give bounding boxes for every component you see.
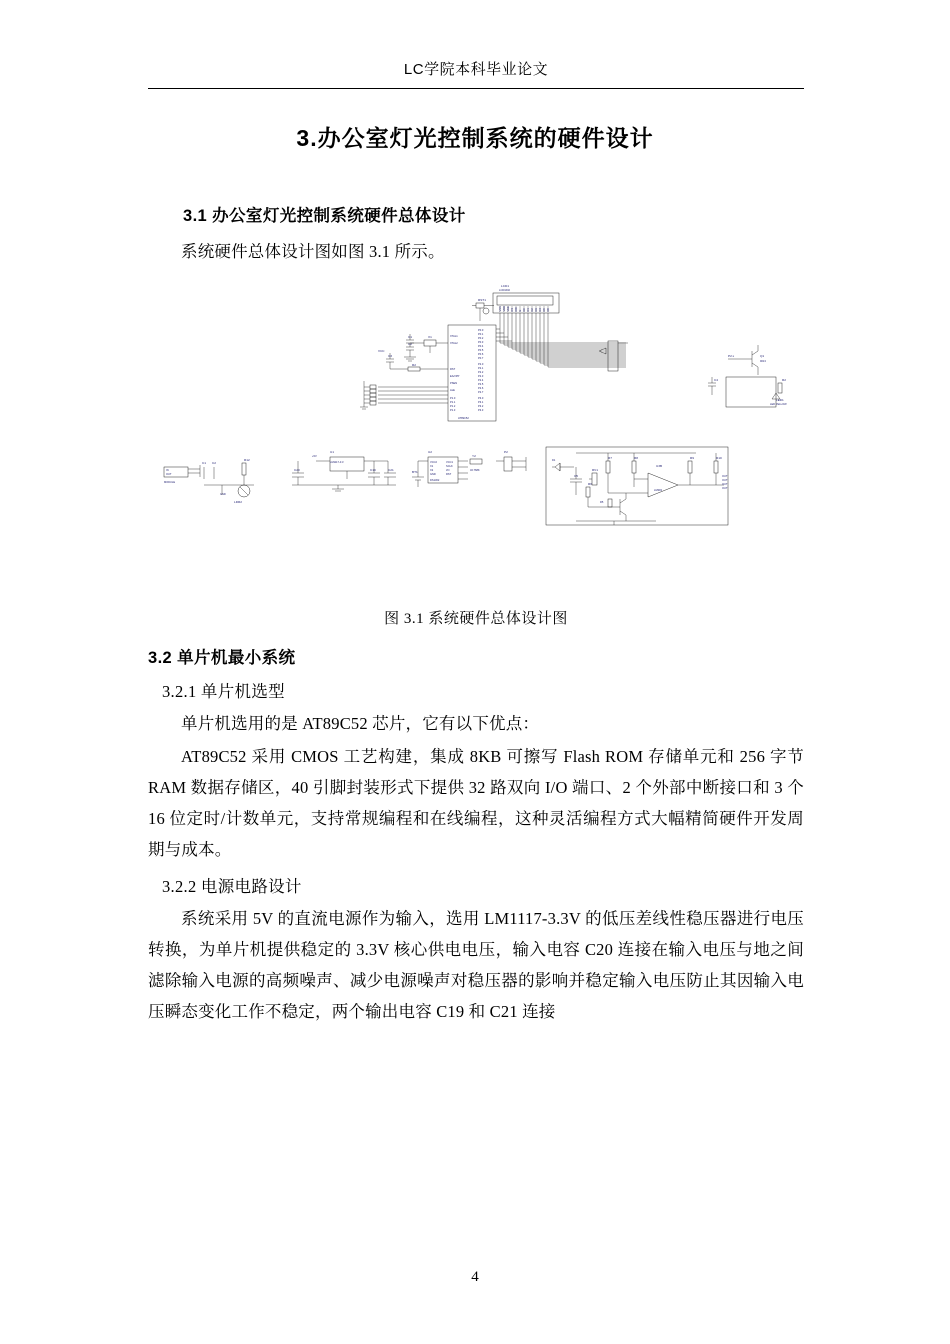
svg-text:+5V: +5V [312,455,317,458]
svg-text:P3.1: P3.1 [478,401,484,404]
svg-text:D6: D6 [547,308,550,312]
svg-text:RW: RW [515,307,518,312]
svg-text:EA/VPP: EA/VPP [450,375,460,378]
running-header: LC学院本科毕业论文 [403,61,549,78]
paragraph-3-2-1-1: 单片机选用的是 AT89C52 芯片，它有以下优点： [181,714,540,733]
header-divider [148,88,804,89]
svg-text:C1: C1 [202,461,206,465]
svg-text:R10: R10 [716,456,722,460]
svg-text:C4: C4 [714,378,718,382]
svg-text:X2: X2 [430,469,434,472]
svg-text:D0: D0 [523,308,526,312]
svg-text:P0.2: P0.2 [478,337,484,340]
svg-text:P0.3: P0.3 [478,341,484,344]
svg-text:IN: IN [166,469,169,472]
svg-text:P2.x: P2.x [728,354,735,358]
paragraph-3-1-1: 系统硬件总体设计图如图 3.1 所示。 [181,242,445,261]
svg-text:P1.1: P1.1 [450,401,456,404]
paragraph-3-2-2-1: 系统采用 5V 的直流电源作为输入，选用 LM1117-3.3V 的低压差线性稳压器进行电压转换，为单片机提供稳定的 3.3V 核心供电电压，输入电容 C20 连接在输入电压与地之间滤除输入电源的高频噪声、减少电源噪声对稳压器的影响并稳定输入电压防止其因输入电压瞬态变化工作不稳定，两个输出电容 C19 和 C21 连接 [148,909,804,1021]
svg-text:LDR2: LDR2 [234,500,242,504]
svg-text:P3.2: P3.2 [478,405,484,408]
svg-text:R12: R12 [244,458,250,462]
svg-text:SCLK: SCLK [446,465,453,468]
svg-text:OUT: OUT [722,475,728,478]
svg-text:LM393: LM393 [654,489,662,492]
subsection-heading-3-2-1: 3.2.1 单片机选型 [162,682,285,701]
svg-text:OUT: OUT [722,483,728,486]
svg-text:P0.6: P0.6 [478,353,484,356]
svg-text:P2.7: P2.7 [478,391,484,394]
svg-text:R5: R5 [600,501,604,504]
svg-text:Q1: Q1 [760,354,765,358]
svg-text:D5: D5 [543,308,546,312]
svg-text:9013: 9013 [760,360,766,363]
svg-text:RS: RS [511,307,514,312]
svg-text:D4: D4 [539,308,542,312]
document-body [148,190,804,1029]
section-heading-3-2: 3.2 单片机最小系统 [148,649,296,667]
svg-text:VCC2: VCC2 [430,461,437,464]
svg-text:P1.2: P1.2 [450,405,456,408]
figure-3-1 [148,281,804,628]
svg-text:E: E [519,309,522,312]
svg-text:C21: C21 [388,468,394,472]
svg-text:AT89C52: AT89C52 [458,417,469,420]
svg-text:C1: C1 [408,335,412,339]
svg-text:XTAL1: XTAL1 [450,335,458,338]
section-heading-3-1: 3.1 办公室灯光控制系统硬件总体设计 [183,207,466,225]
svg-text:RST1: RST1 [478,298,486,302]
svg-text:OUT: OUT [166,473,172,476]
svg-text:ALE: ALE [450,389,455,392]
svg-text:GND: GND [220,493,226,496]
svg-text:P0.5: P0.5 [478,349,484,352]
svg-text:R2: R2 [782,378,786,382]
page-title: 3.办公室灯光控制系统的硬件设计 [296,125,654,151]
svg-text:OUT: OUT [722,479,728,482]
svg-text:MODULE: MODULE [164,481,176,484]
svg-text:C19: C19 [370,468,376,472]
svg-text:VCC1: VCC1 [446,461,453,464]
svg-text:DS1302: DS1302 [430,479,440,482]
svg-text:P3.0: P3.0 [478,397,484,400]
svg-text:P2.5: P2.5 [478,383,484,386]
svg-text:32.768K: 32.768K [470,469,480,472]
svg-text:C2: C2 [212,461,216,465]
svg-text:U2: U2 [428,450,432,454]
figure-caption: 图 3.1 系统硬件总体设计图 [384,611,568,627]
svg-text:U3B: U3B [656,464,663,468]
subsection-heading-3-2-2: 3.2.2 电源电路设计 [162,877,302,896]
svg-text:RST: RST [446,473,452,476]
svg-text:X1: X1 [428,335,432,339]
svg-text:D3: D3 [535,308,538,312]
svg-text:U1: U1 [330,450,334,454]
svg-text:LM1117-3.3: LM1117-3.3 [330,461,344,464]
svg-text:LCD1: LCD1 [501,284,509,288]
svg-text:P3.3: P3.3 [478,409,484,412]
svg-text:C3: C3 [388,354,392,358]
svg-text:C20: C20 [294,468,300,472]
svg-text:P2.4: P2.4 [478,379,484,382]
svg-text:C5: C5 [574,474,578,478]
svg-text:P0.4: P0.4 [478,345,484,348]
svg-text:R2: R2 [412,363,416,367]
svg-text:P1.0: P1.0 [450,397,456,400]
svg-text:XTAL2: XTAL2 [450,342,458,345]
svg-text:BT1: BT1 [412,470,418,474]
svg-text:P0.1: P0.1 [478,333,484,336]
svg-text:C2: C2 [408,342,412,346]
svg-text:P2: P2 [504,450,508,454]
svg-text:GND: GND [430,473,436,476]
svg-text:VDD: VDD [503,306,506,312]
svg-text:VEE: VEE [507,306,510,312]
svg-text:D2: D2 [531,308,534,312]
circuit-schematic-image [156,281,796,601]
svg-text:OUT: OUT [722,487,728,490]
svg-text:LED YELLOW: LED YELLOW [770,403,787,406]
svg-text:P1.3: P1.3 [450,409,456,412]
svg-text:P0.0: P0.0 [478,329,484,332]
svg-text:Y2: Y2 [472,454,476,458]
svg-text:D1: D1 [527,308,530,312]
svg-text:D1: D1 [552,459,556,462]
svg-text:R9: R9 [690,456,694,460]
svg-text:P2.1: P2.1 [478,367,484,370]
svg-text:LED1: LED1 [776,398,784,402]
svg-text:X1: X1 [430,465,434,468]
page-number: 4 [471,1269,479,1285]
svg-text:RV1: RV1 [592,468,598,472]
svg-text:RST: RST [450,368,456,371]
svg-text:VSS: VSS [499,306,502,312]
svg-text:P2.2: P2.2 [478,371,484,374]
svg-text:VCC: VCC [378,349,385,353]
svg-text:R6: R6 [588,482,592,486]
paragraph-3-2-1-2: AT89C52 采用 CMOS 工艺构建，集成 8KB 可擦写 Flash ROM 存储单元和 256 字节 RAM 数据存储区，40 引脚封装形式下提供 32 路双向 I/O 端口、2 个外部中断接口和 3 个 16 位定时/计数单元，支持常规编程和在线编程，这种灵活编程方式大幅精简硬件开发周期与成本。 [148,747,804,859]
svg-text:R7: R7 [608,456,612,460]
svg-text:P0.7: P0.7 [478,357,484,360]
svg-text:I/O: I/O [446,469,450,472]
svg-text:P2.0: P2.0 [478,363,484,366]
svg-text:P2.6: P2.6 [478,387,484,390]
svg-text:LCD1602: LCD1602 [499,289,510,292]
svg-text:P2.3: P2.3 [478,375,484,378]
svg-text:PSEN: PSEN [450,382,458,385]
svg-text:R8: R8 [634,456,638,460]
